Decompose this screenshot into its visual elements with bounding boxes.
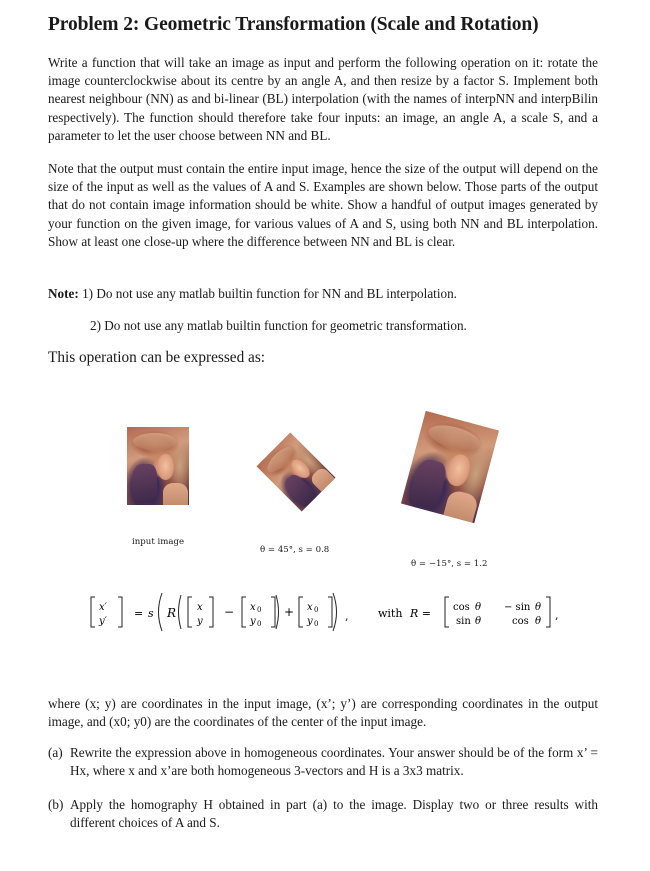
item-a-label: (a) <box>48 745 63 760</box>
paragraph-coordinates: where (x; y) are coordinates in the input image, (x’; y’) are corresponding coordinates in the output image, and (x0; y0) are the coordinates of the center of the input image. <box>48 696 598 730</box>
eq-theta-21: θ <box>475 616 482 627</box>
eq-minus: − <box>224 605 235 619</box>
eq-plus: + <box>284 605 295 619</box>
eq-theta-12: θ <box>535 602 542 613</box>
caption-input-image: input image <box>132 537 185 547</box>
problem-title: Problem 2: Geometric Transformation (Scale and Rotation) <box>48 14 539 35</box>
eq-theta-22: θ <box>535 616 542 627</box>
eq-lhs-x: x′ <box>99 602 107 613</box>
eq-y0-b-sub: 0 <box>314 620 319 628</box>
eq-R: R <box>167 606 177 620</box>
eq-with: with <box>378 607 403 620</box>
eq-neg-sin-12: − sin <box>504 602 531 613</box>
note-1-text: 1) Do not use any matlab builtin function for NN and BL interpolation. <box>78 286 457 301</box>
expression-intro: This operation can be expressed as: <box>48 349 266 366</box>
eq-theta-11: θ <box>475 602 482 613</box>
caption-rotated-15: θ = −15°, s = 1.2 <box>411 559 488 569</box>
caption-rotated-45: θ = 45°, s = 0.8 <box>260 545 330 555</box>
eq-x0-b-sub: 0 <box>314 606 319 614</box>
item-b-label: (b) <box>48 797 64 812</box>
eq-x: x <box>197 602 203 613</box>
eq-y: y <box>197 616 203 627</box>
eq-x0-a-sub: 0 <box>257 606 262 614</box>
eq-y0-a-sub: 0 <box>257 620 262 628</box>
eq-sin-21: sin <box>456 616 471 627</box>
eq-y0-b: y <box>307 616 313 627</box>
note-label: Note: <box>48 286 79 301</box>
eq-cos-22: cos <box>512 616 529 627</box>
eq-trailing-comma: , <box>555 609 559 622</box>
item-a-text: Rewrite the expression above in homogeneous coordinates. Your answer should be of the form x’ = Hx, where x and x’are both homogeneous 3-vectors and H is a 3x3 matrix. <box>70 745 598 779</box>
eq-x0-b: x <box>307 602 313 613</box>
paragraph-output-notes: Note that the output must contain the entire input image, hence the size of the output will depend on the size of the input as well as the values of A and S. Examples are shown below. Those parts of the output that do not contain image information should be white. Show a handful of output images generated by your function on the given image, for various values of A and S, using both NN and BL interpolation. Show at least one close-up where the difference between NN and BL is clear. <box>48 161 598 249</box>
eq-R-eq: R = <box>410 607 431 620</box>
item-b-text: Apply the homography H obtained in part (a) to the image. Display two or three results with different choices of A and S. <box>70 797 598 831</box>
eq-s: s <box>148 607 154 620</box>
eq-x0-a: x <box>250 602 256 613</box>
item-b <box>48 796 598 834</box>
item-a <box>48 744 598 782</box>
note-2: 2) Do not use any matlab builtin function for geometric transformation. <box>90 318 467 333</box>
paragraph-task: Write a function that will take an image as input and perform the following operation on it: rotate the image counterclockwise about its centre by an angle A, and then resize by a factor S. Implement both nearest neighbour (NN) as and bi-linear (BL) interpolation (with the names of interpNN and interpBilin respectively). The function should therefore take four inputs: an image, an angle A, a scale S, and a parameter to let the user choose between NN and BL. <box>48 55 598 143</box>
eq-y0-a: y <box>250 616 256 627</box>
eq-lhs-y: y′ <box>99 616 107 627</box>
eq-cos-11: cos <box>453 602 470 613</box>
eq-comma: , <box>345 610 349 623</box>
eq-equals: = <box>134 607 144 620</box>
